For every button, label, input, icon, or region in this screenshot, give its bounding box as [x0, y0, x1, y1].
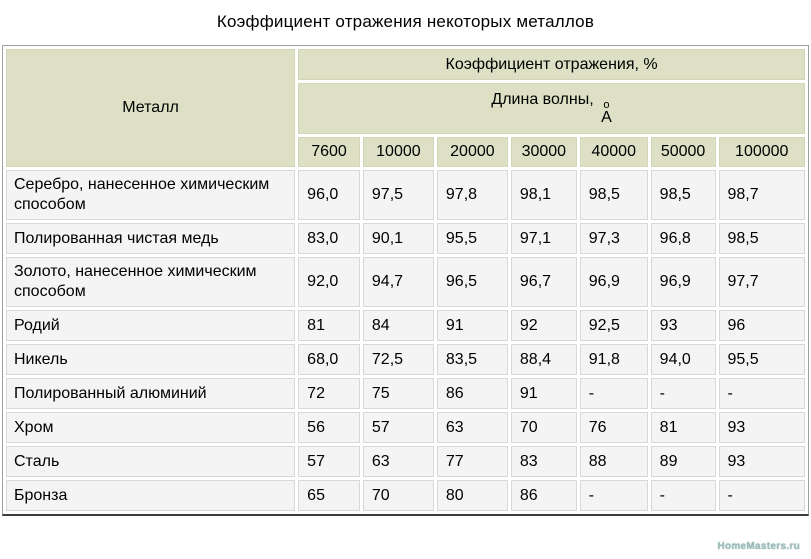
value-cell: 70 [363, 480, 434, 511]
metal-name-cell: Полированный алюминий [6, 378, 295, 409]
value-cell: 92 [511, 310, 577, 341]
value-cell: 96 [719, 310, 806, 341]
value-cell: 75 [363, 378, 434, 409]
value-cell: 93 [719, 446, 806, 477]
value-cell: 97,1 [511, 223, 577, 254]
reflection-table-frame [2, 45, 809, 516]
value-cell: 98,5 [651, 170, 716, 220]
watermark: HomeMasters.ru [717, 541, 800, 552]
value-cell: 97,5 [363, 170, 434, 220]
value-cell: 63 [363, 446, 434, 477]
value-cell: 96,9 [651, 257, 716, 307]
metal-name-cell: Родий [6, 310, 295, 341]
value-cell: - [580, 378, 648, 409]
value-cell: 63 [437, 412, 508, 443]
value-cell: 98,5 [719, 223, 806, 254]
metal-name-cell: Золото, нанесенное химическим способом [6, 257, 295, 307]
value-cell: 94,0 [651, 344, 716, 375]
wavelength-50000: 50000 [651, 137, 716, 167]
angstrom-symbol: о А [601, 99, 612, 126]
value-cell: - [719, 378, 806, 409]
header-row-1 [6, 49, 805, 80]
value-cell: 57 [363, 412, 434, 443]
value-cell: 72 [298, 378, 360, 409]
value-cell: 57 [298, 446, 360, 477]
value-cell: 81 [651, 412, 716, 443]
value-cell: 97,7 [719, 257, 806, 307]
reflection-table [3, 46, 808, 514]
value-cell: 94,7 [363, 257, 434, 307]
value-cell: 70 [511, 412, 577, 443]
value-cell: 56 [298, 412, 360, 443]
page-title: Коэффициент отражения некоторых металлов [216, 12, 595, 31]
wavelength-header [298, 83, 805, 134]
wavelength-label: Длина волны, [491, 91, 594, 108]
value-cell: 86 [437, 378, 508, 409]
value-cell: 77 [437, 446, 508, 477]
value-cell: 98,7 [719, 170, 806, 220]
value-cell: 84 [363, 310, 434, 341]
value-cell: - [651, 378, 716, 409]
value-cell: 83 [511, 446, 577, 477]
table-row [6, 170, 805, 220]
value-cell: 89 [651, 446, 716, 477]
value-cell: 98,1 [511, 170, 577, 220]
value-cell: 68,0 [298, 344, 360, 375]
value-cell: 93 [719, 412, 806, 443]
metal-name-cell: Полированная чистая медь [6, 223, 295, 254]
value-cell: 83,0 [298, 223, 360, 254]
table-row [6, 378, 805, 409]
value-cell: 65 [298, 480, 360, 511]
value-cell: 72,5 [363, 344, 434, 375]
value-cell: 97,3 [580, 223, 648, 254]
wavelength-40000: 40000 [580, 137, 648, 167]
table-row [6, 344, 805, 375]
value-cell: 91 [437, 310, 508, 341]
value-cell: 98,5 [580, 170, 648, 220]
value-cell: 97,8 [437, 170, 508, 220]
coefficient-header: Коэффициент отражения, % [298, 49, 805, 80]
wavelength-10000: 10000 [363, 137, 434, 167]
value-cell: 92,5 [580, 310, 648, 341]
wavelength-100000: 100000 [719, 137, 806, 167]
metal-name-cell: Никель [6, 344, 295, 375]
value-cell: 90,1 [363, 223, 434, 254]
table-row [6, 412, 805, 443]
value-cell: 81 [298, 310, 360, 341]
value-cell: 86 [511, 480, 577, 511]
value-cell: 96,8 [651, 223, 716, 254]
value-cell: 96,0 [298, 170, 360, 220]
metal-column-header: Металл [6, 49, 295, 167]
value-cell: 91,8 [580, 344, 648, 375]
value-cell: 80 [437, 480, 508, 511]
table-row [6, 480, 805, 511]
value-cell: 83,5 [437, 344, 508, 375]
metal-name-cell: Хром [6, 412, 295, 443]
wavelength-20000: 20000 [437, 137, 508, 167]
value-cell: 88 [580, 446, 648, 477]
value-cell: 88,4 [511, 344, 577, 375]
wavelength-30000: 30000 [511, 137, 577, 167]
value-cell: 96,5 [437, 257, 508, 307]
table-row [6, 223, 805, 254]
metal-name-cell: Бронза [6, 480, 295, 511]
value-cell: - [651, 480, 716, 511]
value-cell: 91 [511, 378, 577, 409]
value-cell: 92,0 [298, 257, 360, 307]
value-cell: 96,9 [580, 257, 648, 307]
table-row [6, 310, 805, 341]
value-cell: 93 [651, 310, 716, 341]
metal-name-cell: Серебро, нанесенное химическим способом [6, 170, 295, 220]
table-row [6, 446, 805, 477]
wavelength-7600: 7600 [298, 137, 360, 167]
value-cell: 96,7 [511, 257, 577, 307]
value-cell: - [580, 480, 648, 511]
value-cell: 76 [580, 412, 648, 443]
value-cell: - [719, 480, 806, 511]
value-cell: 95,5 [437, 223, 508, 254]
metal-name-cell: Сталь [6, 446, 295, 477]
value-cell: 95,5 [719, 344, 806, 375]
table-row [6, 257, 805, 307]
